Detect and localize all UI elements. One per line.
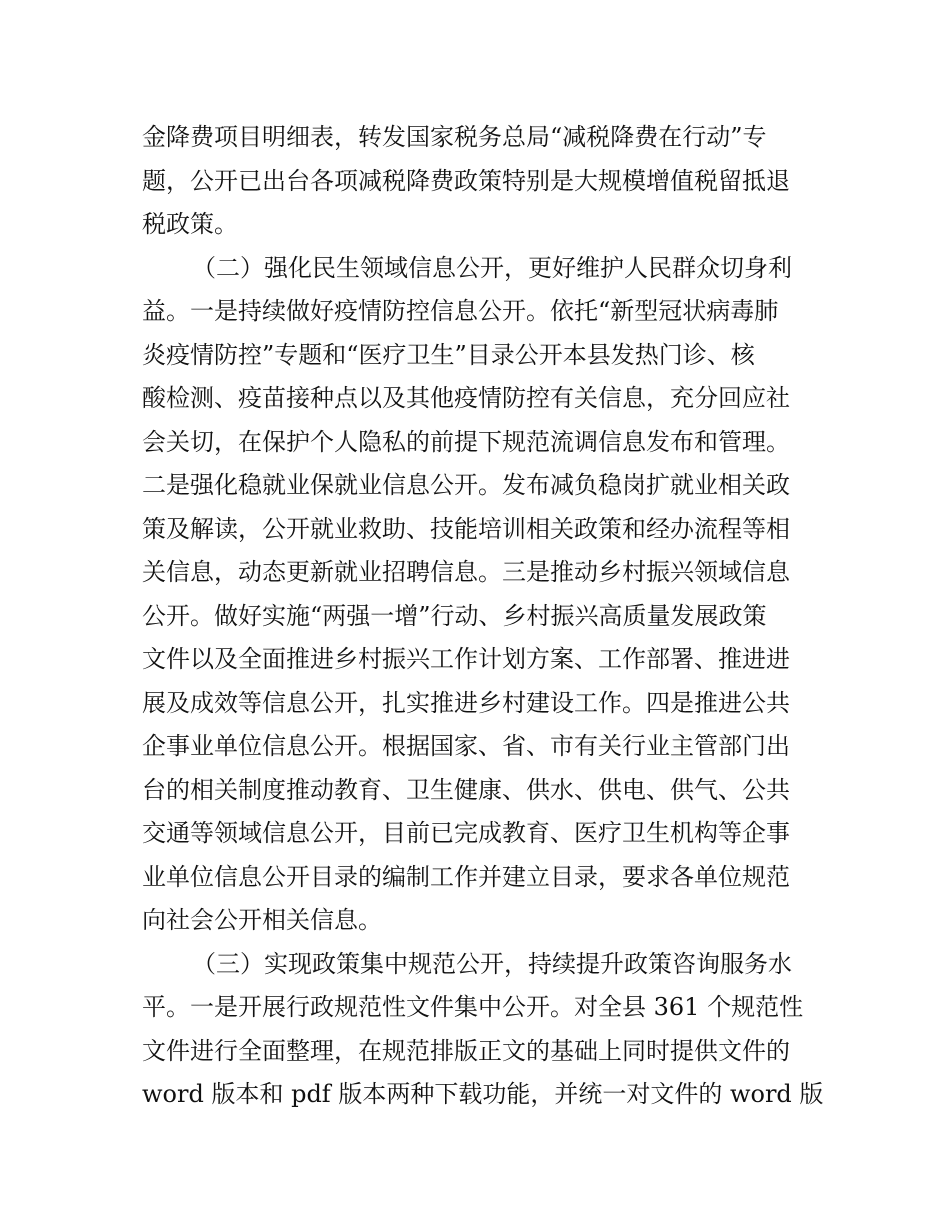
- text-line: 文件以及全面推进乡村振兴工作计划方案、工作部署、推进进: [142, 645, 790, 673]
- text-line: 文件进行全面整理，在规范排版正文的基础上同时提供文件的: [142, 1036, 790, 1065]
- document-body: [142, 116, 822, 1117]
- text-line: 会关切，在保护个人隐私的前提下规范流调信息发布和管理。: [142, 427, 790, 456]
- text-line: 展及成效等信息公开，扎实推进乡村建设工作。四是推进公共: [142, 688, 790, 717]
- section-heading-line: （二）强化民生领域信息公开，更好维护人民群众切身利: [192, 253, 792, 282]
- text-line: 台的相关制度推动教育、卫生健康、供水、供电、供气、公共: [142, 775, 790, 804]
- text-line: 税政策。: [142, 210, 238, 238]
- text-line: 题，公开已出台各项减税降费政策特别是大规模增值税留抵退: [142, 166, 790, 195]
- text-line: 炎疫情防控”专题和“医疗卫生”目录公开本县发热门诊、核: [142, 340, 755, 369]
- text-line: 业单位信息公开目录的编制工作并建立目录，要求各单位规范: [142, 862, 790, 891]
- text-line: 金降费项目明细表，转发国家税务总局“减税降费在行动”专: [142, 123, 767, 151]
- text-line: 关信息，动态更新就业招聘信息。三是推动乡村振兴领域信息: [142, 558, 790, 586]
- text-line: 益。一是持续做好疫情防控信息公开。依托“新型冠状病毒肺: [142, 297, 779, 325]
- text-line: 策及解读，公开就业救助、技能培训相关政策和经办流程等相: [142, 514, 790, 543]
- text-line: 平。一是开展行政规范性文件集中公开。对全县 361 个规范性: [142, 993, 804, 1021]
- text-line: 公开。做好实施“两强一增”行动、乡村振兴高质量发展政策: [142, 601, 767, 630]
- text-line: 二是强化稳就业保就业信息公开。发布减负稳岗扩就业相关政: [142, 471, 790, 499]
- text-line: 向社会公开相关信息。: [142, 906, 382, 934]
- text-line: 酸检测、疫苗接种点以及其他疫情防控有关信息，充分回应社: [142, 384, 790, 412]
- text-line: word 版本和 pdf 版本两种下载功能，并统一对文件的 word 版: [142, 1080, 824, 1108]
- section-heading-line: （三）实现政策集中规范公开，持续提升政策咨询服务水: [192, 949, 792, 978]
- text-line: 企事业单位信息公开。根据国家、省、市有关行业主管部门出: [142, 732, 790, 760]
- text-line: 交通等领域信息公开，目前已完成教育、医疗卫生机构等企事: [142, 819, 790, 847]
